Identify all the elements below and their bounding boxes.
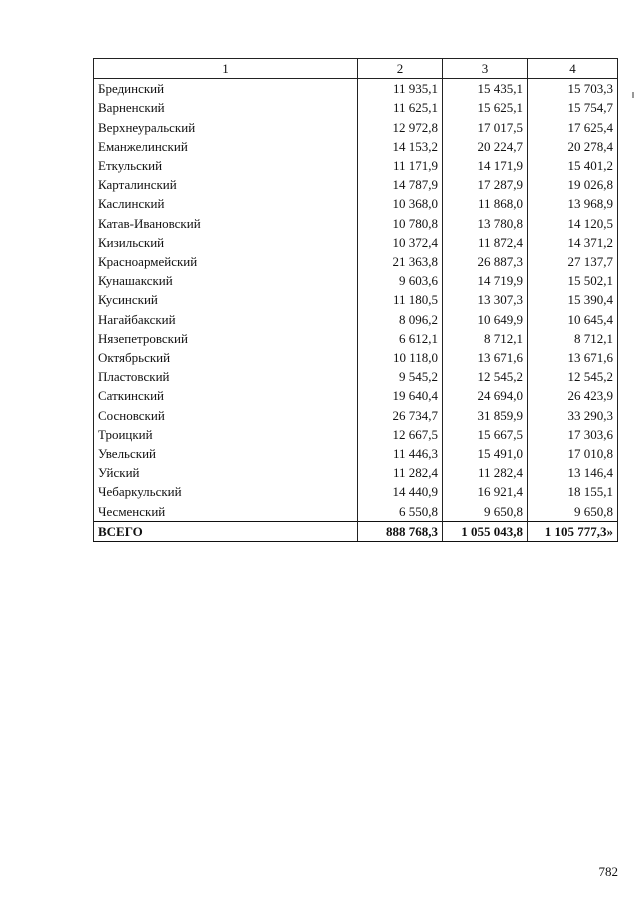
- total-value-cell-col3: 1 055 043,8: [443, 521, 528, 541]
- value-cell-col3: 12 545,2: [443, 367, 528, 386]
- table-row: [94, 482, 618, 501]
- district-name-cell: Кунашакский: [94, 271, 358, 290]
- value-cell-col3: 13 671,6: [443, 348, 528, 367]
- value-cell-col4: 15 754,7: [528, 98, 618, 117]
- value-cell-col2: 10 372,4: [358, 233, 443, 252]
- value-cell-col2: 11 171,9: [358, 156, 443, 175]
- header-cell-4: 4: [528, 59, 618, 79]
- table-row: [94, 463, 618, 482]
- table-row: [94, 290, 618, 309]
- value-cell-col2: 12 972,8: [358, 118, 443, 137]
- header-row: [94, 59, 618, 79]
- value-cell-col2: 10 118,0: [358, 348, 443, 367]
- table-row: [94, 310, 618, 329]
- value-cell-col3: 13 780,8: [443, 214, 528, 233]
- district-name-cell: Пластовский: [94, 367, 358, 386]
- total-value-cell-col2: 888 768,3: [358, 521, 443, 541]
- value-cell-col2: 14 787,9: [358, 175, 443, 194]
- district-name-cell: Чебаркульский: [94, 482, 358, 501]
- value-cell-col4: 13 968,9: [528, 194, 618, 213]
- district-name-cell: Кизильский: [94, 233, 358, 252]
- value-cell-col3: 20 224,7: [443, 137, 528, 156]
- district-name-cell: Каслинский: [94, 194, 358, 213]
- table-row: [94, 194, 618, 213]
- value-cell-col2: 26 734,7: [358, 406, 443, 425]
- value-cell-col3: 26 887,3: [443, 252, 528, 271]
- total-row: [94, 521, 618, 541]
- value-cell-col4: 26 423,9: [528, 386, 618, 405]
- value-cell-col4: 33 290,3: [528, 406, 618, 425]
- value-cell-col2: 9 603,6: [358, 271, 443, 290]
- table-row: [94, 118, 618, 137]
- district-name-cell: Кусинский: [94, 290, 358, 309]
- value-cell-col3: 10 649,9: [443, 310, 528, 329]
- value-cell-col2: 21 363,8: [358, 252, 443, 271]
- value-cell-col2: 6 550,8: [358, 502, 443, 522]
- value-cell-col2: 11 180,5: [358, 290, 443, 309]
- value-cell-col2: 10 780,8: [358, 214, 443, 233]
- value-cell-col2: 14 440,9: [358, 482, 443, 501]
- value-cell-col4: 13 671,6: [528, 348, 618, 367]
- header-cell-2: 2: [358, 59, 443, 79]
- district-name-cell: Нагайбакский: [94, 310, 358, 329]
- budget-table: [93, 58, 618, 542]
- value-cell-col2: 6 612,1: [358, 329, 443, 348]
- district-name-cell: Еманжелинский: [94, 137, 358, 156]
- table-row: [94, 98, 618, 117]
- value-cell-col2: 12 667,5: [358, 425, 443, 444]
- table-row: [94, 175, 618, 194]
- table-row: [94, 502, 618, 522]
- value-cell-col4: 27 137,7: [528, 252, 618, 271]
- value-cell-col4: 19 026,8: [528, 175, 618, 194]
- table-row: [94, 252, 618, 271]
- value-cell-col3: 16 921,4: [443, 482, 528, 501]
- value-cell-col2: 19 640,4: [358, 386, 443, 405]
- value-cell-col3: 15 435,1: [443, 79, 528, 99]
- district-name-cell: Уйский: [94, 463, 358, 482]
- table-row: [94, 425, 618, 444]
- value-cell-col4: 18 155,1: [528, 482, 618, 501]
- table-row: [94, 156, 618, 175]
- value-cell-col2: 11 446,3: [358, 444, 443, 463]
- value-cell-col4: 15 401,2: [528, 156, 618, 175]
- value-cell-col3: 17 287,9: [443, 175, 528, 194]
- value-cell-col3: 24 694,0: [443, 386, 528, 405]
- value-cell-col2: 8 096,2: [358, 310, 443, 329]
- value-cell-col4: 13 146,4: [528, 463, 618, 482]
- value-cell-col4: 15 390,4: [528, 290, 618, 309]
- district-name-cell: Чесменский: [94, 502, 358, 522]
- value-cell-col4: 14 120,5: [528, 214, 618, 233]
- value-cell-col4: 12 545,2: [528, 367, 618, 386]
- value-cell-col4: 15 703,3: [528, 79, 618, 99]
- district-name-cell: Сосновский: [94, 406, 358, 425]
- value-cell-col4: 15 502,1: [528, 271, 618, 290]
- table-row: [94, 386, 618, 405]
- value-cell-col2: 11 935,1: [358, 79, 443, 99]
- value-cell-col4: 8 712,1: [528, 329, 618, 348]
- value-cell-col3: 15 625,1: [443, 98, 528, 117]
- district-name-cell: Троицкий: [94, 425, 358, 444]
- value-cell-col3: 15 667,5: [443, 425, 528, 444]
- value-cell-col3: 31 859,9: [443, 406, 528, 425]
- value-cell-col3: 17 017,5: [443, 118, 528, 137]
- page-number: 782: [598, 864, 618, 879]
- value-cell-col2: 9 545,2: [358, 367, 443, 386]
- scan-mark: [632, 92, 634, 98]
- value-cell-col4: 9 650,8: [528, 502, 618, 522]
- value-cell-col4: 20 278,4: [528, 137, 618, 156]
- value-cell-col4: 17 625,4: [528, 118, 618, 137]
- district-name-cell: Брединский: [94, 79, 358, 99]
- value-cell-col2: 10 368,0: [358, 194, 443, 213]
- header-cell-3: 3: [443, 59, 528, 79]
- value-cell-col2: 14 153,2: [358, 137, 443, 156]
- total-label-cell: ВСЕГО: [94, 521, 358, 541]
- value-cell-col4: 17 010,8: [528, 444, 618, 463]
- district-name-cell: Октябрьский: [94, 348, 358, 367]
- value-cell-col2: 11 282,4: [358, 463, 443, 482]
- value-cell-col4: 10 645,4: [528, 310, 618, 329]
- district-name-cell: Увельский: [94, 444, 358, 463]
- table-row: [94, 348, 618, 367]
- district-name-cell: Саткинский: [94, 386, 358, 405]
- value-cell-col3: 8 712,1: [443, 329, 528, 348]
- district-name-cell: Верхнеуральский: [94, 118, 358, 137]
- table-row: [94, 367, 618, 386]
- table-body: [94, 79, 618, 542]
- value-cell-col3: 13 307,3: [443, 290, 528, 309]
- value-cell-col2: 11 625,1: [358, 98, 443, 117]
- value-cell-col3: 11 872,4: [443, 233, 528, 252]
- table-row: [94, 214, 618, 233]
- district-name-cell: Нязепетровский: [94, 329, 358, 348]
- table-row: [94, 271, 618, 290]
- table-row: [94, 233, 618, 252]
- header-cell-1: 1: [94, 59, 358, 79]
- table-row: [94, 79, 618, 99]
- table-row: [94, 444, 618, 463]
- district-name-cell: Варненский: [94, 98, 358, 117]
- value-cell-col3: 15 491,0: [443, 444, 528, 463]
- district-name-cell: Еткульский: [94, 156, 358, 175]
- value-cell-col3: 14 719,9: [443, 271, 528, 290]
- value-cell-col4: 17 303,6: [528, 425, 618, 444]
- table-row: [94, 406, 618, 425]
- district-name-cell: Красноармейский: [94, 252, 358, 271]
- table-row: [94, 137, 618, 156]
- value-cell-col3: 11 868,0: [443, 194, 528, 213]
- table-row: [94, 329, 618, 348]
- value-cell-col3: 11 282,4: [443, 463, 528, 482]
- value-cell-col3: 14 171,9: [443, 156, 528, 175]
- value-cell-col3: 9 650,8: [443, 502, 528, 522]
- district-name-cell: Катав-Ивановский: [94, 214, 358, 233]
- district-name-cell: Карталинский: [94, 175, 358, 194]
- value-cell-col4: 14 371,2: [528, 233, 618, 252]
- total-value-cell-col4: 1 105 777,3»: [528, 521, 618, 541]
